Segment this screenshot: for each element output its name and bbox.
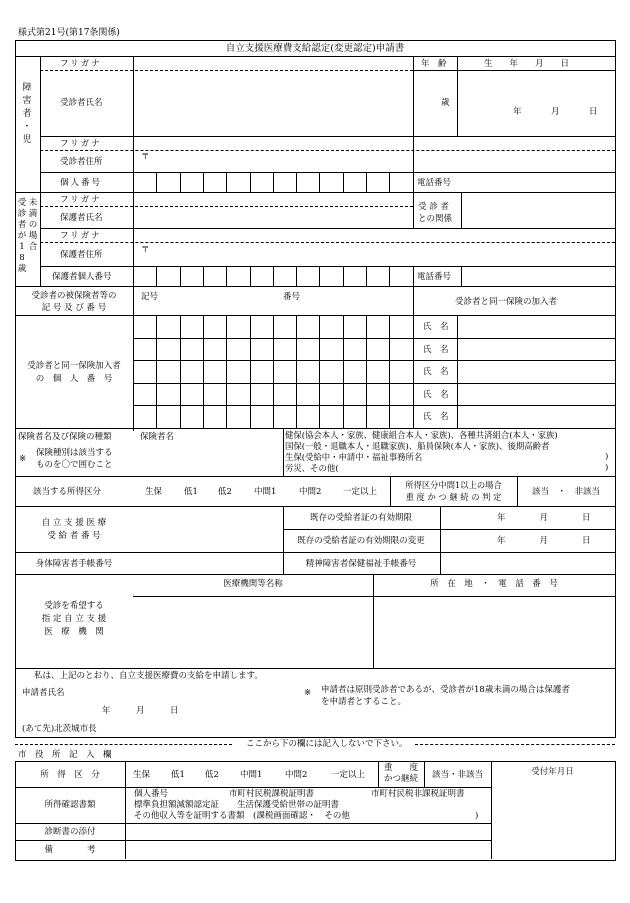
office-income-opt-2[interactable]: 低2	[205, 770, 219, 780]
birth-date-ymd: 年 月 日	[513, 107, 599, 117]
patient-side-label: 障 害 者 ・ 児	[22, 83, 32, 145]
guardian-address-label: 保護者住所	[60, 250, 103, 260]
diagnosis-label: 診断書の添付	[44, 827, 96, 837]
form-title: 自立支援医療費支給認定(変更認定)申請書	[225, 43, 405, 54]
member-name-label: 氏 名	[423, 367, 449, 378]
member-name-label: 氏 名	[423, 389, 449, 400]
insurance-types-line3-close: )	[605, 452, 609, 462]
cut-line-text: ここから下の欄には記入しないで下さい。	[246, 739, 408, 749]
guardian-address-furigana-label: フリガナ	[60, 231, 102, 241]
insurance-types-line4-close: )	[605, 463, 609, 473]
office-income-opt-3[interactable]: 中間1	[240, 770, 263, 780]
members-label: 受診者と同一保険加入者 の 個 人 番 号	[27, 361, 121, 384]
guardian-relation-label: 受 診 者 との関係	[418, 202, 453, 224]
income-option-1[interactable]: 低1	[184, 487, 198, 497]
docs-line3[interactable]: その他収入等を証明する書類 (課税画面確認・ その他	[134, 811, 350, 821]
physical-handbook-label: 身体障害者手帳番号	[35, 559, 113, 569]
birth-label: 生 年 月 日	[484, 59, 570, 69]
expiry-date[interactable]: 年 月 日	[497, 513, 591, 523]
patient-mynumber-label: 個人番号	[60, 178, 103, 188]
bango-label: 番号	[283, 292, 301, 302]
insurance-type-label: 保険者名及び保険の種類	[18, 432, 112, 442]
declaration-note: 申請者は原則受診者であるが、受診者が18歳未満の場合は保護者 を申請者とすること。	[321, 685, 570, 707]
institution-address-header: 所 在 地 ・ 電 話 番 号	[430, 579, 558, 589]
member-name-label: 氏 名	[423, 344, 449, 355]
expiry-change-date[interactable]: 年 月 日	[497, 536, 591, 546]
office-header: 市 役 所 記 入 欄	[18, 750, 112, 760]
insurance-symbol-label: 受診者の被保険者等の 記 号 及 び 番 号	[31, 291, 117, 313]
heavy-continuous-value[interactable]: 該当 ・ 非該当	[531, 487, 600, 497]
member-name-label: 氏 名	[423, 412, 449, 423]
patient-postal-mark: 〒	[141, 152, 150, 162]
guardian-side-label-a: 受 診 者 が 18 歳	[17, 198, 27, 274]
docs-label: 所得確認書類	[44, 800, 96, 810]
age-unit: 歳	[441, 98, 450, 108]
docs-line2a[interactable]: 標準負担額減額認定証	[134, 800, 220, 810]
docs-line1c[interactable]: 市町村民税非課税証明書	[371, 789, 465, 799]
mental-handbook-label: 精神障害者保健福祉手帳番号	[305, 559, 417, 569]
patient-furigana-label: フリガナ	[60, 59, 102, 69]
income-option-0[interactable]: 生保	[145, 487, 163, 497]
office-income-opt-5[interactable]: 一定以上	[331, 770, 366, 780]
income-option-5[interactable]: 一定以上	[343, 487, 378, 497]
receipt-date-label: 受付年月日	[531, 767, 574, 777]
income-option-4[interactable]: 中間2	[299, 487, 322, 497]
guardian-mynumber-label: 保護者個人番号	[52, 272, 112, 282]
insurance-types-line2: 国保(一般・退職本人・退職家族)、船員保険(本人・家族)、後期高齢者	[285, 441, 550, 451]
guardian-side-label-b: 未 満 の 場 合	[28, 198, 38, 252]
office-heavy-label: 重 度 かつ継続	[383, 763, 418, 784]
guardian-phone-label: 電話番号	[417, 272, 452, 282]
certificate-label: 自 立 支 援 医 療 受 給 者 番 号	[41, 518, 107, 541]
applicant-label: 申請者氏名	[22, 688, 65, 698]
insurer-name-label: 保険者名	[140, 432, 175, 442]
docs-line3-close: )	[475, 811, 479, 821]
office-heavy-value[interactable]: 該当・非該当	[431, 770, 483, 780]
age-label: 年 齢	[421, 59, 447, 69]
insurance-type-note-mark: ※	[19, 454, 27, 464]
patient-phone-label: 電話番号	[417, 178, 452, 188]
expiry-label: 既存の受給者証の有効期限	[309, 513, 412, 523]
institution-label: 受診を希望する 指 定 自 立 支 援 医 療 機 関	[41, 601, 107, 637]
declaration-note-mark: ※	[304, 688, 312, 698]
heavy-continuous-label: 所得区分中間1以上の場合 重 度 か つ 継 続 の 判 定	[405, 480, 502, 502]
patient-address-label: 受診者住所	[60, 157, 103, 167]
income-option-3[interactable]: 中間1	[254, 487, 277, 497]
remarks-label: 備 考	[44, 845, 96, 855]
patient-address-furigana-label: フリガナ	[60, 139, 102, 149]
guardian-furigana-label: フリガナ	[60, 195, 102, 205]
income-label: 該当する所得区分	[33, 487, 102, 497]
member-name-label: 氏 名	[423, 322, 449, 332]
docs-line2b[interactable]: 生活保護受給世帯の証明書	[237, 800, 340, 810]
form-id: 様式第21号(第17条関係)	[18, 28, 120, 38]
docs-line1a[interactable]: 個人番号	[134, 789, 169, 799]
insurance-type-note: 保険種別は該当する ものを〇で囲むこと	[36, 448, 113, 470]
office-income-opt-4[interactable]: 中間2	[285, 770, 308, 780]
income-option-2[interactable]: 低2	[218, 487, 232, 497]
addressee: (あて先)北茨城市長	[22, 724, 97, 734]
patient-name-label: 受診者氏名	[60, 98, 103, 108]
insurance-types-line3: 生保(受給中・申請中・福祉事務所名	[285, 452, 423, 462]
declaration-date: 年 月 日	[102, 706, 179, 716]
same-insurance-label: 受診者と同一保険の加入者	[455, 297, 558, 307]
declaration-text: 私は、上記のとおり、自立支援医療費の支給を申請します。	[34, 671, 263, 681]
office-income-label: 所 得 区 分	[40, 770, 100, 780]
institution-name-header: 医療機関等名称	[223, 579, 283, 589]
insurance-types-line1: 健保(協会本人・家族、健康組合本人・家族)、各種共済組合(本人・家族)	[285, 430, 558, 440]
office-income-opt-0[interactable]: 生保	[133, 770, 151, 780]
guardian-name-label: 保護者氏名	[60, 213, 103, 223]
office-income-opt-1[interactable]: 低1	[171, 770, 185, 780]
docs-line1b[interactable]: 市町村民税課税証明書	[229, 789, 315, 799]
guardian-postal-mark: 〒	[141, 245, 150, 255]
expiry-change-label: 既存の受給者証の有効期限の変更	[297, 536, 425, 546]
patient-name-input[interactable]	[140, 80, 410, 130]
insurance-types-line4: 労災、その他(	[285, 463, 339, 473]
kigo-label: 記号	[141, 292, 159, 302]
